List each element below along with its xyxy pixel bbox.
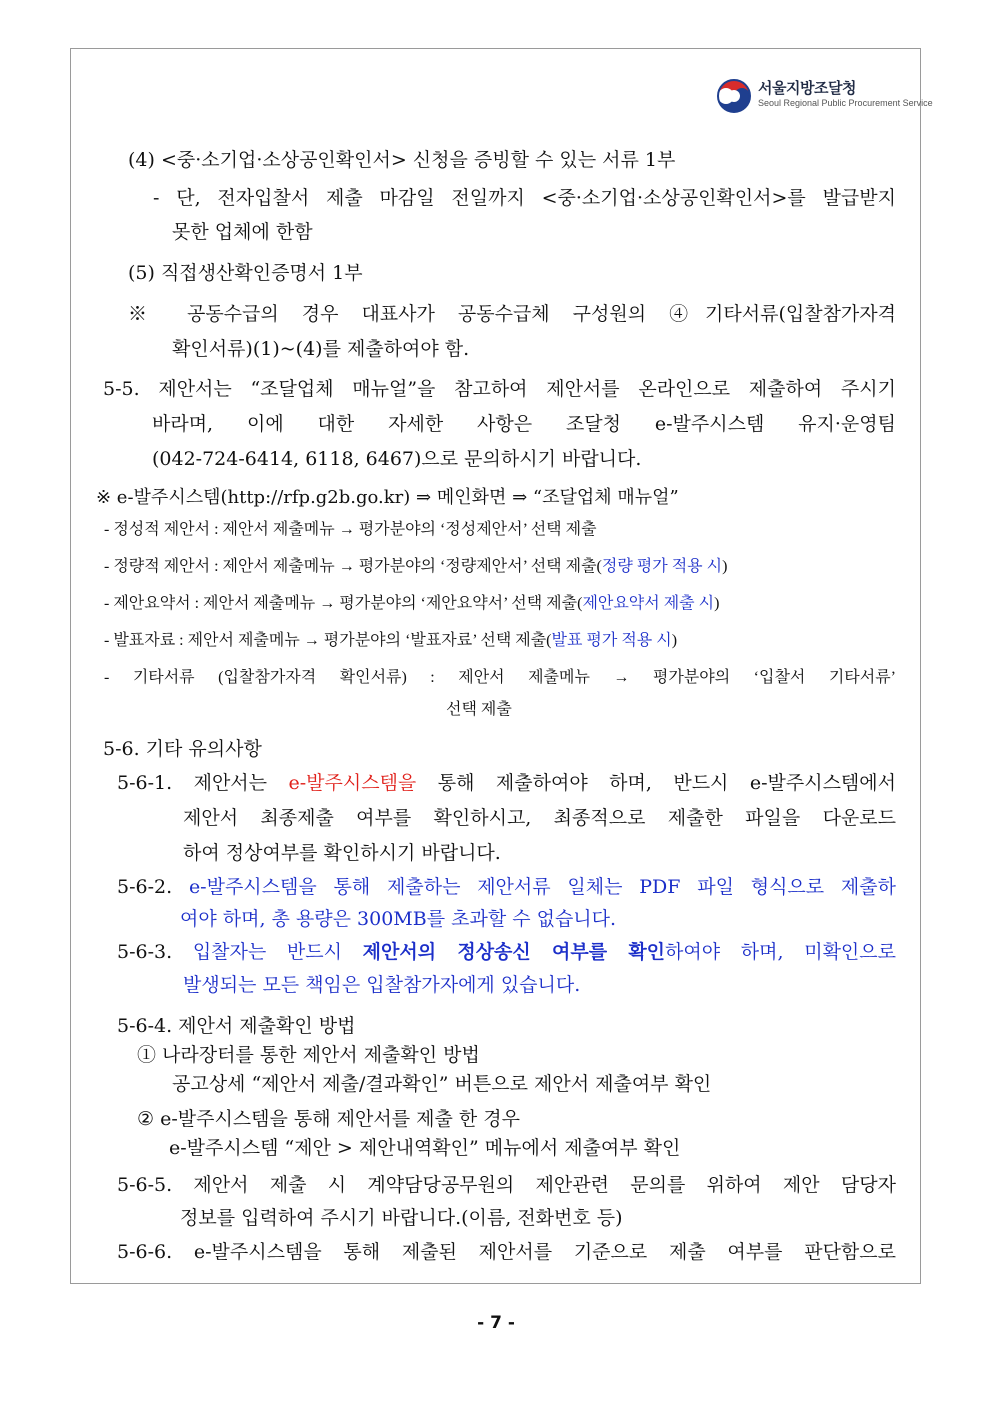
section-5-6-6: 5-6-6. e-발주시스템을 통해 제출된 제안서를 기준으로 제출 여부를 판단함으로 — [117, 1241, 896, 1263]
item-4-note: - 단, 전자입찰서 제출 마감일 전일까지 <중·소기업·소상공인확인서>를 발급받지 — [153, 187, 896, 209]
section-5-6-3-cont: 발생되는 모든 책임은 입찰참가자에게 있습니다. — [183, 974, 581, 996]
check-method-1: ① 나라장터를 통한 제안서 제출확인 방법 — [137, 1044, 480, 1066]
consortium-note-cont: 확인서류)(1)~(4)를 제출하여야 함. — [172, 338, 470, 360]
manual-path: ※ e-발주시스템(http://rfp.g2b.go.kr) ⇒ 메인화면 ⇒ “조달업체 매뉴얼” — [96, 487, 679, 508]
section-5-5: 5-5. 제안서는 “조달업체 매뉴얼”을 참고하여 제안서를 온라인으로 제출하여 주시기 — [103, 378, 896, 400]
section-5-6-1: 5-6-1. 제안서는 e-발주시스템을 통해 제출하여야 하며, 반드시 e-발주시스템에서 — [117, 772, 896, 794]
check-method-1-desc: 공고상세 “제안서 제출/결과확인” 버튼으로 제안서 제출여부 확인 — [172, 1073, 712, 1095]
manual-item-presentation: - 발표자료 : 제안서 제출메뉴 → 평가분야의 ‘발표자료’ 선택 제출(발표 평가 적용 시) — [104, 632, 678, 649]
consortium-note: ※ 공동수급의 경우 대표사가 공동수급체 구성원의 ④기타서류(입찰참가자격 — [128, 303, 896, 325]
manual-item-quantitative: - 정량적 제안서 : 제안서 제출메뉴 → 평가분야의 ‘정량제안서’ 선택 제출(정량 평가 적용 시) — [104, 558, 728, 575]
manual-item-summary: - 제안요약서 : 제안서 제출메뉴 → 평가분야의 ‘제안요약서’ 선택 제출(제안요약서 제출 시) — [104, 595, 720, 612]
item-5: (5) 직접생산확인증명서 1부 — [128, 262, 363, 284]
item-4: (4) <중·소기업·소상공인확인서> 신청을 증빙할 수 있는 서류 1부 — [128, 149, 676, 171]
org-name-en: Seoul Regional Public Procurement Service — [758, 98, 933, 108]
org-name-ko: 서울지방조달청 — [758, 79, 856, 97]
section-5-6-2-cont: 여야 하며, 총 용량은 300MB를 초과할 수 없습니다. — [180, 908, 617, 930]
check-method-2-desc: e-발주시스템 “제안 > 제안내역확인” 메뉴에서 제출여부 확인 — [169, 1137, 681, 1159]
section-5-6-1-cont1: 제안서 최종제출 여부를 확인하시고, 최종적으로 제출한 파일을 다운로드 — [183, 807, 896, 829]
manual-item-qualitative: - 정성적 제안서 : 제안서 제출메뉴 → 평가분야의 ‘정성제안서’ 선택 제출 — [104, 521, 597, 538]
manual-item-other-cont: 선택 제출 — [446, 701, 512, 718]
section-5-6-5: 5-6-5. 제안서 제출 시 계약담당공무원의 제안관련 문의를 위하여 제안 담당자 — [117, 1174, 896, 1196]
section-5-6-3: 5-6-3. 입찰자는 반드시 제안서의 정상송신 여부를 확인하여야 하며, 미확인으로 — [117, 941, 896, 963]
manual-item-other: - 기타서류 (입찰참가자격 확인서류) : 제안서 제출메뉴 → 평가분야의 ‘입찰서 기타서류’ — [104, 669, 896, 686]
section-5-6-1-cont2: 하여 정상여부를 확인하시기 바랍니다. — [183, 842, 501, 864]
section-5-6-4: 5-6-4. 제안서 제출확인 방법 — [117, 1015, 356, 1037]
check-method-2: ② e-발주시스템을 통해 제안서를 제출 한 경우 — [137, 1108, 520, 1130]
taegeuk-emblem-icon — [716, 78, 752, 114]
section-5-6-5-cont: 정보를 입력하여 주시기 바랍니다.(이름, 전화번호 등) — [180, 1207, 623, 1229]
org-logo — [716, 76, 933, 116]
section-5-6-2: 5-6-2. e-발주시스템을 통해 제출하는 제안서류 일체는 PDF 파일 형식으로 제출하 — [117, 876, 896, 898]
item-4-note-cont: 못한 업체에 한함 — [172, 221, 313, 243]
section-5-5-cont1: 바라며, 이에 대한 자세한 사항은 조달청 e-발주시스템 유지·운영팀 — [152, 413, 896, 435]
section-5-6: 5-6. 기타 유의사항 — [103, 738, 262, 760]
section-5-5-cont2: (042-724-6414, 6118, 6467)으로 문의하시기 바랍니다. — [152, 448, 642, 470]
page-number: - 7 - — [477, 1313, 515, 1333]
